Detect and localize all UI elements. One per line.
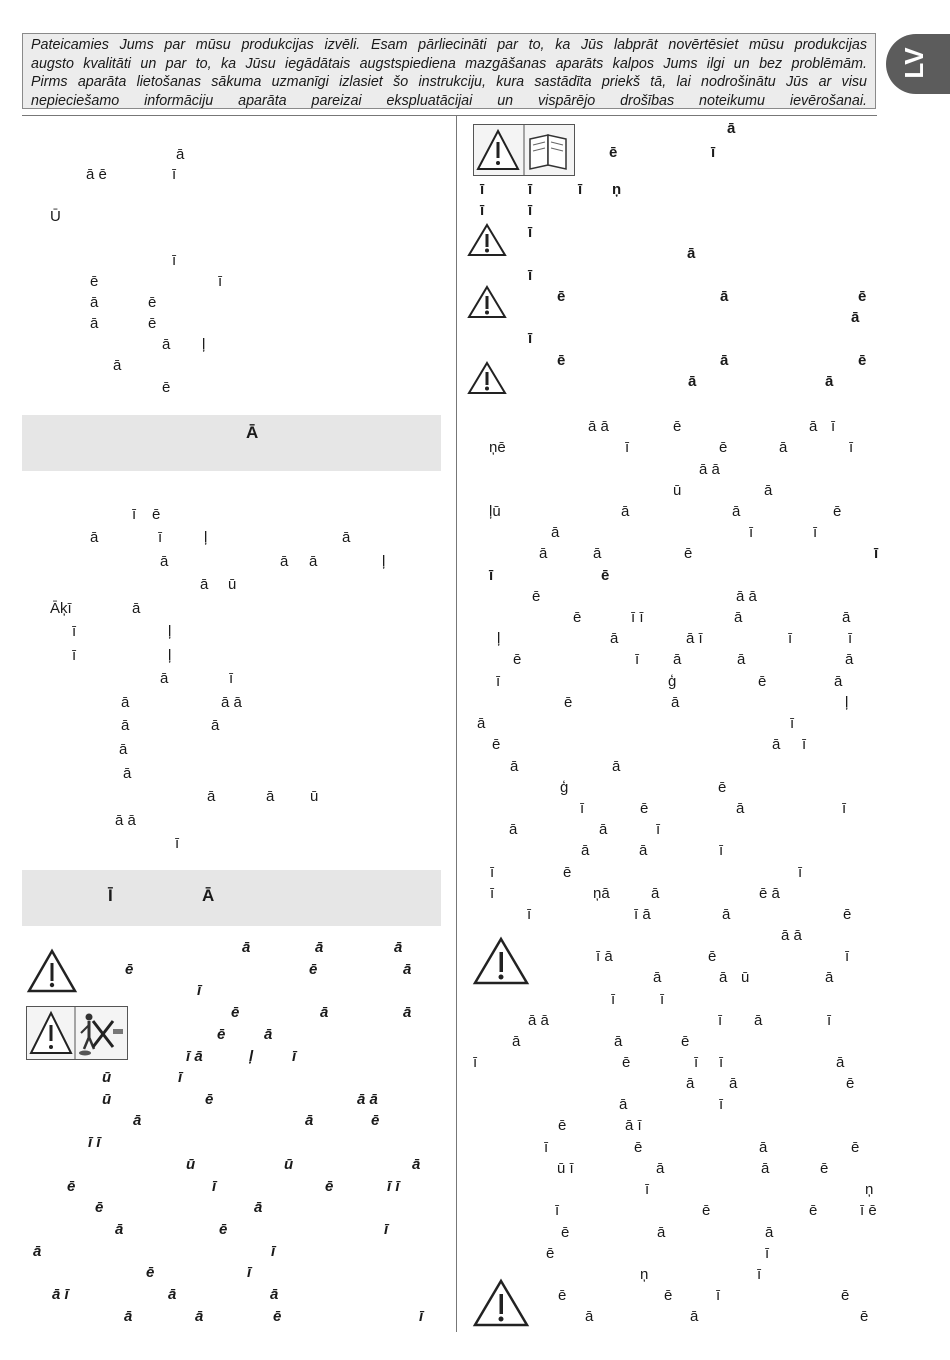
text-fragment: ī ī xyxy=(387,1178,400,1195)
text-fragment: ā xyxy=(851,309,860,326)
text-fragment: ē xyxy=(273,1308,282,1325)
text-fragment: ā xyxy=(403,961,412,978)
text-fragment: ē xyxy=(573,609,582,626)
text-fragment: ā xyxy=(621,503,630,520)
text-fragment: ā xyxy=(639,842,648,859)
text-fragment: ā xyxy=(732,503,741,520)
header-divider xyxy=(22,115,877,116)
text-fragment: ē xyxy=(325,1178,334,1195)
section-band-2 xyxy=(22,870,441,926)
text-fragment: ī xyxy=(625,439,630,456)
text-fragment: ī xyxy=(528,181,533,198)
text-fragment: ī xyxy=(580,800,585,817)
text-fragment: ņē xyxy=(489,439,506,456)
language-code: LV xyxy=(899,47,929,79)
text-fragment: ā ā xyxy=(736,588,757,605)
text-fragment: ē xyxy=(95,1199,104,1216)
text-fragment: ē xyxy=(546,1245,555,1262)
text-fragment: Ū xyxy=(50,208,61,225)
text-fragment: ī xyxy=(178,1069,183,1086)
language-badge xyxy=(886,34,950,94)
text-fragment: ā xyxy=(656,1160,665,1177)
text-fragment: ī xyxy=(848,630,853,647)
text-fragment: ā xyxy=(779,439,788,456)
text-fragment: ģ xyxy=(668,673,677,690)
text-fragment: ā xyxy=(842,609,851,626)
text-fragment: ū xyxy=(741,969,750,986)
text-fragment: ī xyxy=(845,948,850,965)
text-fragment: ē xyxy=(532,588,541,605)
no-spray-at-people-icon xyxy=(27,1007,127,1059)
text-fragment: ā xyxy=(727,120,736,137)
text-fragment: ē xyxy=(557,352,566,369)
text-fragment: ā xyxy=(736,800,745,817)
text-fragment: ī xyxy=(719,842,724,859)
text-fragment: ē xyxy=(152,506,161,523)
text-fragment: ā xyxy=(834,673,843,690)
intro-line-3: Pirms aparāta lietošanas sākuma uzmanīgi izlasiet šo instrukciju, kura sastādīta priekš tā, lai nodrošinātu Jūs ar visu xyxy=(31,74,867,91)
text-fragment: ē ā xyxy=(759,885,780,902)
text-fragment: ā xyxy=(412,1156,421,1173)
text-fragment: ā xyxy=(671,694,680,711)
section-band-1-glyph: Ā xyxy=(246,423,259,442)
text-fragment: ā xyxy=(825,373,834,390)
text-fragment: ā xyxy=(729,1075,738,1092)
intro-box xyxy=(22,33,876,109)
text-fragment: ī xyxy=(757,1266,762,1283)
text-fragment: ļ xyxy=(202,336,206,353)
text-fragment: ū xyxy=(284,1156,294,1173)
text-fragment: ī xyxy=(660,991,665,1008)
text-fragment: ā xyxy=(593,545,602,562)
text-fragment: ņ xyxy=(865,1181,874,1198)
text-fragment: ī xyxy=(827,1012,832,1029)
text-fragment: ā xyxy=(176,146,185,163)
text-fragment: ā xyxy=(160,670,169,687)
text-fragment: ē xyxy=(219,1221,228,1238)
text-fragment: ī xyxy=(490,885,495,902)
text-fragment: ā xyxy=(690,1308,699,1325)
text-fragment: ī ī xyxy=(631,609,644,626)
text-fragment: ā xyxy=(509,821,518,838)
text-fragment: ā xyxy=(772,736,781,753)
text-fragment: ī xyxy=(656,821,661,838)
text-fragment: ē xyxy=(858,352,867,369)
text-fragment: ā xyxy=(845,651,854,668)
text-fragment: ē xyxy=(90,273,99,290)
text-fragment: ā xyxy=(124,1308,133,1325)
text-fragment: ā xyxy=(539,545,548,562)
text-fragment: ā xyxy=(809,418,818,435)
text-fragment: ī xyxy=(271,1243,276,1260)
text-fragment: ā xyxy=(734,609,743,626)
section-band-2-glyph-a: Ī xyxy=(108,886,113,905)
text-fragment: ē xyxy=(513,651,522,668)
text-fragment: ā xyxy=(280,553,289,570)
text-fragment: ī xyxy=(175,835,180,852)
text-fragment: ā ā xyxy=(528,1012,549,1029)
text-fragment: ā xyxy=(309,553,318,570)
text-fragment: ā xyxy=(651,885,660,902)
text-fragment: ī xyxy=(802,736,807,753)
text-fragment: ī xyxy=(528,330,533,347)
text-fragment: ī xyxy=(172,252,177,269)
text-fragment: ī xyxy=(247,1264,252,1281)
text-fragment: ā xyxy=(160,553,169,570)
text-fragment: ē xyxy=(563,864,572,881)
text-fragment: ā xyxy=(764,482,773,499)
text-fragment: ē xyxy=(371,1112,380,1129)
text-fragment: ā xyxy=(342,529,351,546)
intro-line-4: nepieciešamo informāciju aparāta pareizai ekspluatācijai un vispārējo drošības noteikumu ievērošanai. xyxy=(31,92,867,109)
text-fragment: ā xyxy=(315,939,324,956)
text-fragment: ī xyxy=(132,506,137,523)
text-fragment: ā xyxy=(759,1139,768,1156)
text-fragment: ī xyxy=(611,991,616,1008)
text-fragment: ē xyxy=(843,906,852,923)
text-fragment: ī xyxy=(716,1287,721,1304)
text-fragment: ņ xyxy=(612,181,622,198)
text-fragment: ī xyxy=(72,623,77,640)
text-fragment: ē xyxy=(67,1178,76,1195)
section-band-1 xyxy=(22,415,441,471)
text-fragment: ī xyxy=(790,715,795,732)
text-fragment: ē xyxy=(702,1202,711,1219)
text-fragment: ī xyxy=(544,1139,549,1156)
text-fragment: ē xyxy=(622,1054,631,1071)
text-fragment: ā xyxy=(254,1199,263,1216)
text-fragment: ī xyxy=(765,1245,770,1262)
text-fragment: ā xyxy=(195,1308,204,1325)
text-fragment: ā ā xyxy=(221,694,242,711)
text-fragment: ļ xyxy=(497,630,501,647)
text-fragment: ā xyxy=(687,245,696,262)
text-fragment: ā xyxy=(686,1075,695,1092)
text-fragment: ā xyxy=(115,1221,124,1238)
text-fragment: ā xyxy=(305,1112,314,1129)
text-fragment: ī xyxy=(292,1048,297,1065)
text-fragment: ā xyxy=(132,600,141,617)
text-fragment: ī xyxy=(718,1012,723,1029)
text-fragment: ņā xyxy=(593,885,610,902)
text-fragment: ā xyxy=(720,288,729,305)
text-fragment: ē xyxy=(718,779,727,796)
text-fragment: ū xyxy=(228,576,237,593)
text-fragment: ā xyxy=(688,373,697,390)
text-fragment: ī xyxy=(496,673,501,690)
text-fragment: ā xyxy=(722,906,731,923)
text-fragment: ē xyxy=(820,1160,829,1177)
text-fragment: ā ā xyxy=(115,812,136,829)
text-fragment: ā ī xyxy=(625,1117,642,1134)
text-fragment: ē xyxy=(841,1287,850,1304)
warning-triangle-icon xyxy=(466,284,508,320)
text-fragment: ū xyxy=(102,1091,112,1108)
text-fragment: ā xyxy=(719,969,728,986)
text-fragment: ē xyxy=(125,961,134,978)
text-fragment: ī xyxy=(749,524,754,541)
text-fragment: ā xyxy=(211,717,220,734)
text-fragment: ā xyxy=(266,788,275,805)
text-fragment: ē xyxy=(609,144,618,161)
text-fragment: ū ī xyxy=(557,1160,574,1177)
text-fragment: ā ā xyxy=(357,1091,378,1108)
text-fragment: ā ē xyxy=(86,166,107,183)
text-fragment: ī xyxy=(528,267,533,284)
text-fragment: ā xyxy=(581,842,590,859)
text-fragment: ā xyxy=(133,1112,142,1129)
text-fragment: ā xyxy=(510,758,519,775)
text-fragment: ū xyxy=(102,1069,112,1086)
text-fragment: ē xyxy=(217,1026,226,1043)
text-fragment: ļ xyxy=(204,529,208,546)
text-fragment: ē xyxy=(640,800,649,817)
text-fragment: ā xyxy=(512,1033,521,1050)
text-fragment: ī xyxy=(384,1221,389,1238)
text-fragment: ē xyxy=(564,694,573,711)
text-fragment: ī xyxy=(229,670,234,687)
text-fragment: ā xyxy=(653,969,662,986)
text-fragment: ē xyxy=(708,948,717,965)
text-fragment: ī xyxy=(218,273,223,290)
text-fragment: ā xyxy=(585,1308,594,1325)
text-fragment: ļū xyxy=(489,503,501,520)
text-fragment: ē xyxy=(860,1308,869,1325)
text-fragment: ī xyxy=(578,181,583,198)
text-fragment: ā xyxy=(754,1012,763,1029)
text-fragment: ē xyxy=(558,1287,567,1304)
text-fragment: ī xyxy=(480,202,485,219)
text-fragment: ņ xyxy=(640,1266,649,1283)
text-fragment: ī xyxy=(874,545,879,562)
text-fragment: ī xyxy=(788,630,793,647)
text-fragment: ī xyxy=(694,1054,699,1071)
warning-triangle-icon xyxy=(474,125,574,175)
text-fragment: ē xyxy=(148,315,157,332)
text-fragment: ā xyxy=(121,694,130,711)
text-fragment: ā xyxy=(33,1243,42,1260)
text-fragment: ī xyxy=(645,1181,650,1198)
text-fragment: ī ī xyxy=(88,1134,101,1151)
text-fragment: ā ā xyxy=(699,461,720,478)
column-divider xyxy=(456,116,457,1332)
text-fragment: ē xyxy=(851,1139,860,1156)
text-fragment: ā xyxy=(761,1160,770,1177)
text-fragment: ā xyxy=(90,529,99,546)
text-fragment: ē xyxy=(681,1033,690,1050)
text-fragment: ļ xyxy=(168,623,172,640)
text-fragment: ī xyxy=(555,1202,560,1219)
text-fragment: ī xyxy=(197,982,202,999)
text-fragment: ā xyxy=(242,939,251,956)
intro-line-1: Pateicamies Jums par mūsu produkcijas izvēli. Esam pārliecināti par to, ka Jūs labprāt novērtēsiet mūsu produkcijas xyxy=(31,37,867,53)
text-fragment: ā ī xyxy=(686,630,703,647)
text-fragment: ļ xyxy=(168,647,172,664)
text-fragment: ī xyxy=(798,864,803,881)
text-fragment: ā xyxy=(264,1026,273,1043)
text-fragment: ā xyxy=(551,524,560,541)
text-fragment: ā xyxy=(403,1004,412,1021)
text-fragment: ē xyxy=(205,1091,214,1108)
text-fragment: ā xyxy=(720,352,729,369)
text-fragment: ī ā xyxy=(186,1048,203,1065)
text-fragment: ī xyxy=(719,1096,724,1113)
text-fragment: ē xyxy=(558,1117,567,1134)
section-band-2-glyph-b: Ā xyxy=(202,886,215,905)
text-fragment: ī xyxy=(72,647,77,664)
text-fragment: ā xyxy=(825,969,834,986)
text-fragment: ē xyxy=(231,1004,240,1021)
text-fragment: ā xyxy=(610,630,619,647)
warning-triangle-icon xyxy=(466,222,508,258)
text-fragment: ū xyxy=(310,788,319,805)
text-fragment: ģ xyxy=(560,779,569,796)
text-fragment: ā xyxy=(599,821,608,838)
text-fragment: ē xyxy=(561,1224,570,1241)
text-fragment: ē xyxy=(162,379,171,396)
text-fragment: ļ xyxy=(382,553,386,570)
text-fragment: ā xyxy=(270,1286,279,1303)
text-fragment: ē xyxy=(148,294,157,311)
text-fragment: ā xyxy=(619,1096,628,1113)
text-fragment: ā xyxy=(123,765,132,782)
text-fragment: ī ē xyxy=(860,1202,877,1219)
text-fragment: ī xyxy=(813,524,818,541)
text-fragment: ā xyxy=(200,576,209,593)
text-fragment: ī xyxy=(527,906,532,923)
warning-triangle-icon xyxy=(26,948,78,994)
text-fragment: ī xyxy=(419,1308,424,1325)
text-fragment: Āķī xyxy=(50,600,72,617)
text-fragment: ē xyxy=(684,545,693,562)
text-fragment: ī xyxy=(480,181,485,198)
text-fragment: ļ xyxy=(249,1048,254,1065)
text-fragment: ā xyxy=(394,939,403,956)
text-fragment: ī xyxy=(849,439,854,456)
text-fragment: ā xyxy=(119,741,128,758)
text-fragment: ī xyxy=(711,144,716,161)
text-fragment: ē xyxy=(846,1075,855,1092)
text-fragment: ī xyxy=(719,1054,724,1071)
text-fragment: ā xyxy=(612,758,621,775)
text-fragment: ā xyxy=(737,651,746,668)
text-fragment: ī ā xyxy=(634,906,651,923)
text-fragment: ā ī xyxy=(52,1286,69,1303)
warning-triangle-icon xyxy=(472,936,530,986)
text-fragment: ē xyxy=(858,288,867,305)
intro-line-2: augsto kvalitāti un par to, ka Jūsu iegādātais augstspiediena mazgāšanas aparāts kalpos Jums ilgi un bez problēmām. xyxy=(31,55,867,72)
text-fragment: ā xyxy=(121,717,130,734)
text-fragment: ā xyxy=(657,1224,666,1241)
text-fragment: ā xyxy=(320,1004,329,1021)
text-fragment: ū xyxy=(186,1156,196,1173)
text-fragment: ē xyxy=(601,567,610,584)
text-fragment: ī xyxy=(212,1178,217,1195)
text-fragment: ā xyxy=(90,315,99,332)
text-fragment: ā ā xyxy=(588,418,609,435)
text-fragment: ē xyxy=(492,736,501,753)
text-fragment: ē xyxy=(309,961,318,978)
text-fragment: ē xyxy=(833,503,842,520)
text-fragment: ī xyxy=(490,864,495,881)
text-fragment: ī xyxy=(158,529,163,546)
text-fragment: ī xyxy=(489,567,494,584)
text-fragment: ā xyxy=(90,294,99,311)
text-fragment: ā xyxy=(162,336,171,353)
text-fragment: ā xyxy=(614,1033,623,1050)
text-fragment: ē xyxy=(146,1264,155,1281)
text-fragment: ī xyxy=(635,651,640,668)
text-fragment: ļ xyxy=(845,694,849,711)
text-fragment: ā xyxy=(168,1286,177,1303)
text-fragment: ā xyxy=(113,357,122,374)
text-fragment: ē xyxy=(719,439,728,456)
text-fragment: ā ā xyxy=(781,927,802,944)
text-fragment: ū xyxy=(673,482,682,499)
text-fragment: ē xyxy=(758,673,767,690)
text-fragment: ā xyxy=(477,715,486,732)
text-fragment: ā xyxy=(765,1224,774,1241)
text-fragment: ē xyxy=(809,1202,818,1219)
text-fragment: ā xyxy=(673,651,682,668)
read-manual-pictogram xyxy=(473,124,575,176)
warning-triangle-icon xyxy=(472,1278,530,1328)
text-fragment: ā xyxy=(207,788,216,805)
text-fragment: ī xyxy=(831,418,836,435)
no-spray-pictogram xyxy=(26,1006,128,1060)
text-fragment: ē xyxy=(673,418,682,435)
text-fragment: ē xyxy=(664,1287,673,1304)
text-fragment: ī ā xyxy=(596,948,613,965)
open-book-icon xyxy=(530,135,566,169)
warning-triangle-icon xyxy=(466,360,508,396)
text-fragment: ī xyxy=(528,224,533,241)
text-fragment: ī xyxy=(172,166,177,183)
text-fragment: ī xyxy=(842,800,847,817)
text-fragment: ē xyxy=(634,1139,643,1156)
text-fragment: ī xyxy=(528,202,533,219)
text-fragment: ī xyxy=(473,1054,478,1071)
text-fragment: ā xyxy=(836,1054,845,1071)
text-fragment: ē xyxy=(557,288,566,305)
